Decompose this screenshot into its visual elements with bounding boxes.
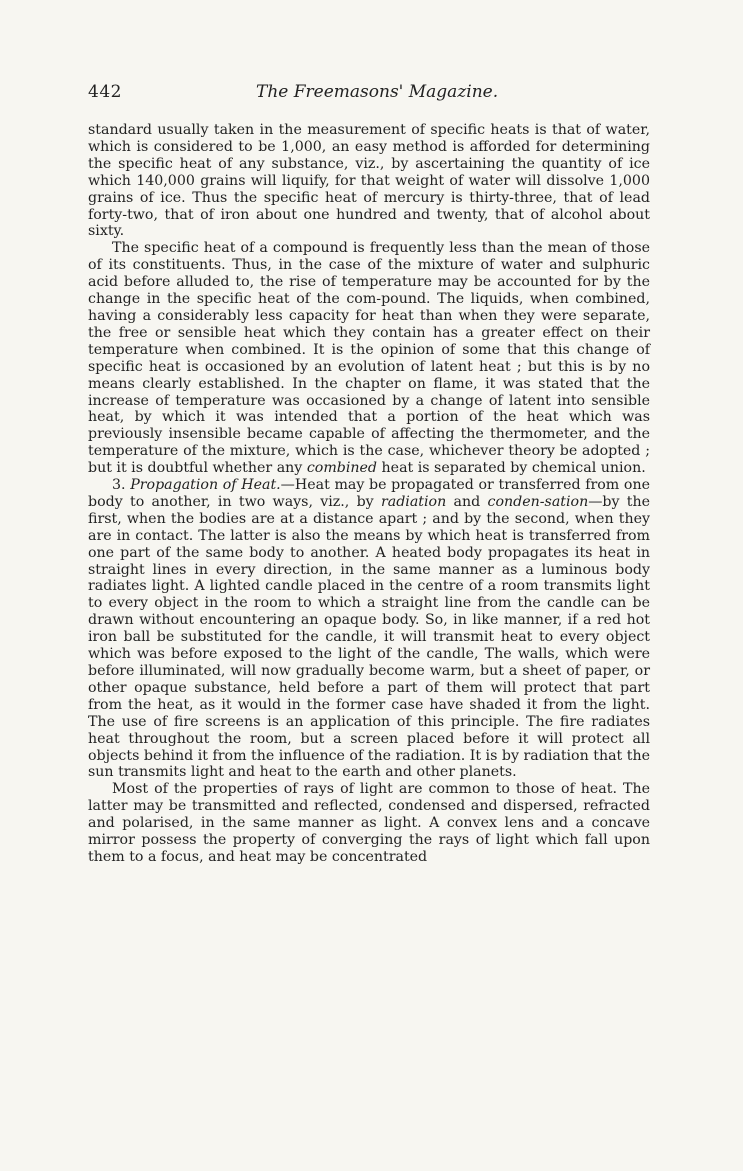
paragraph-3 [88,477,650,781]
paragraph-2-text: The specific heat of a compound is frequently less than the mean of those of its constituents. Thus, in the case of the mixture of water and sulphuric acid before alluded to, the rise of temperature may be accounted for by the change in the specific heat of the com-pound. The liquids, when combined, having a considerably less capacity for heat than when they were separate, the free or sensible heat which they contain has a greater effect on their temperature when combined. It is the opinion of some that this change of specific heat is occasioned by an evolution of latent heat ; but this is by no means clearly established. In the chapter on flame, it was stated that the increase of temperature was occasioned by a change of latent into sensible heat, by which it was intended that a portion of the heat which was previously insensible became capable of affecting the thermometer, and the temperature of the mixture, which is the case, whichever theory be adopted ; but it is doubtful whether any [88,240,650,477]
journal-title: The Freemasons' Magazine. [256,82,499,102]
emphasis-condensation: conden-sation [487,493,589,510]
paragraph-3-text: —Heat may be propagated or transferred from one body to another, in two ways, viz., by [88,477,650,510]
running-head [88,82,650,106]
paragraph-2-end: heat is separated by chemical union. [381,460,646,477]
section-heading: Propagation of Heat. [130,477,281,494]
paragraph-3-rest: —by the first, when the bodies are at a distance apart ; and by the second, when they are in contact. The latter is also the means by which heat is transferred from one part of the same body to another. A heated body propagates its heat in straight lines in every direction, in the same manner as a luminous body radiates light. A lighted candle placed in the centre of a room transmits light to every object in the room to which a straight line from the candle can be drawn without encountering an opaque body. So, in like manner, if a red hot iron ball be substituted for the candle, it will transmit heat to every object which was before exposed to the light of the candle, The walls, which were before illuminated, will now gradually become warm, but a sheet of paper, or other opaque substance, held before a part of them will protect that part from the heat, as it would in the former case have shaded it from the light. The use of fire screens is an application of this principle. The fire radiates heat throughout the room, but a screen placed before it will protect all objects behind it from the influence of the radiation. It is by radiation that the sun transmits light and heat to the earth and other planets. [88,493,651,781]
paragraph-2 [88,240,650,477]
section-number: 3. [112,477,126,494]
emphasis-radiation: radiation [380,493,447,510]
page-number: 442 [88,82,122,102]
body-text [88,122,650,866]
paragraph-4: Most of the properties of rays of light are common to those of heat. The latter may be transmitted and reflected, condensed and dispersed, refracted and polarised, in the same manner as light. A convex lens and a concave mirror possess the property of converging the rays of light which fall upon them to a focus, and heat may be concentrated [88,781,650,865]
conjunction-and: and [453,493,481,510]
emphasis-combined: combined [306,460,378,477]
paragraph-1: standard usually taken in the measurement of specific heats is that of water, which is considered to be 1,000, an easy method is afforded for determining the specific heat of any substance, viz., by ascertaining the quantity of ice which 140,000 grains will liquify, for that weight of water will dissolve 1,000 grains of ice. Thus the specific heat of mercury is thirty-three, that of lead forty-two, that of iron about one hundred and twenty, that of alcohol about sixty. [88,122,650,240]
